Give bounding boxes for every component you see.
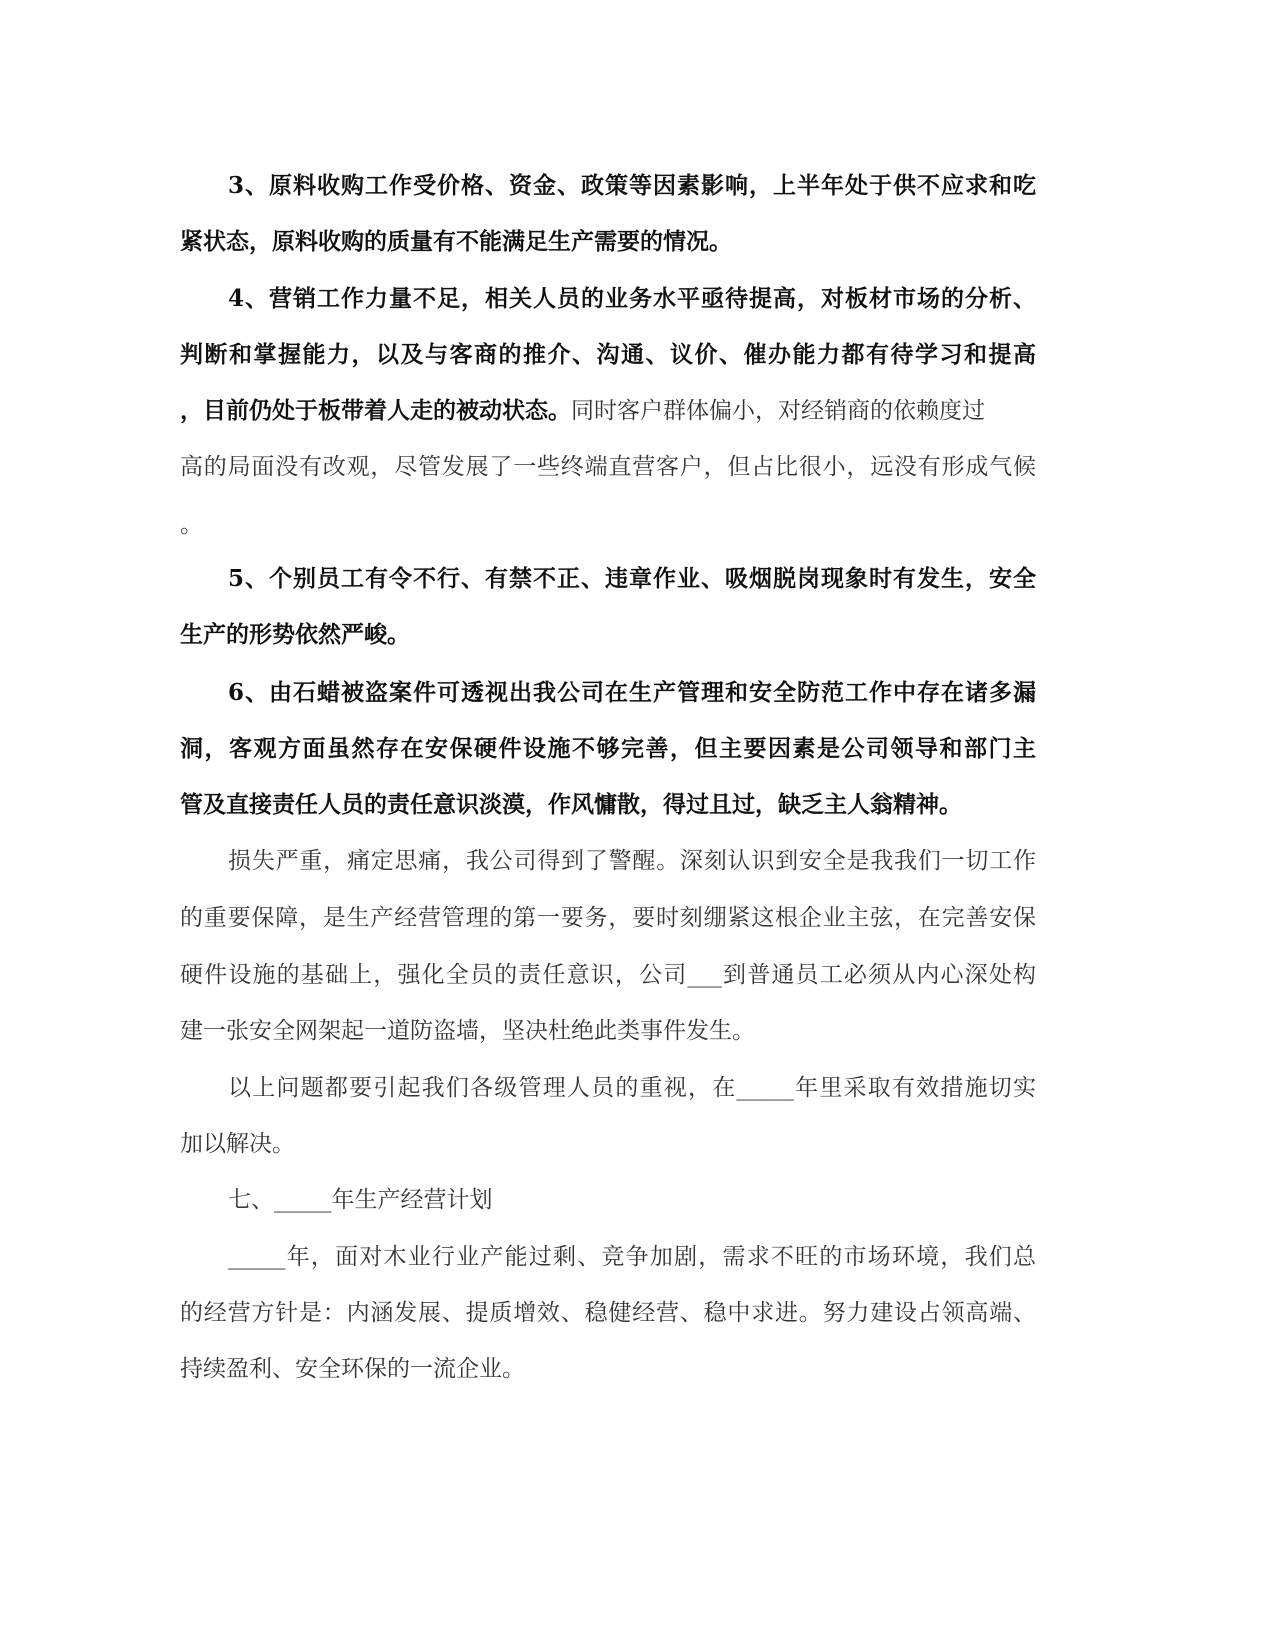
body-text: 持续盈利、安全环保的一流企业。 — [180, 1356, 525, 1382]
body-text: 同时客户群体偏小，对经销商的依赖度过 — [571, 398, 985, 424]
text-line — [228, 1185, 1036, 1215]
text-line — [180, 340, 1036, 370]
text-line — [180, 396, 1036, 426]
body-text: 以上问题都要引起我们各级管理人员的重视，在_____年里采取有效措施切实 — [228, 1075, 1036, 1101]
text-line — [228, 846, 1036, 876]
text-line — [180, 790, 1036, 820]
text-line — [180, 1016, 1036, 1046]
bold-text: 3、原料收购工作受价格、资金、政策等因素影响，上半年处于供不应求和吃 — [228, 172, 1036, 199]
bold-text: 生产的形势依然严峻。 — [180, 621, 410, 648]
text-line — [180, 960, 1036, 990]
text-line — [180, 1354, 1036, 1384]
body-text: 的重要保障，是生产经营管理的第一要务，要时刻绷紧这根企业主弦，在完善安保 — [180, 905, 1036, 931]
bold-text: 5、个别员工有令不行、有禁不正、违章作业、吸烟脱岗现象时有发生，安全 — [228, 565, 1036, 592]
body-text: _____年，面对木业行业产能过剩、竞争加剧，需求不旺的市场环境，我们总 — [228, 1244, 1036, 1270]
text-line — [228, 284, 1036, 314]
text-line — [228, 678, 1036, 708]
body-text: 加以解决。 — [180, 1131, 295, 1157]
body-text: 。 — [180, 512, 203, 538]
text-line — [180, 227, 1036, 257]
bold-text: 洞，客观方面虽然存在安保硬件设施不够完善，但主要因素是公司领导和部门主 — [180, 735, 1036, 762]
text-line — [228, 564, 1036, 594]
bold-text: ，目前仍处于板带着人走的被动状态。 — [180, 397, 571, 424]
text-line — [180, 903, 1036, 933]
body-text: 七、_____年生产经营计划 — [228, 1187, 493, 1213]
bold-text: 管及直接责任人员的责任意识淡漠，作风慵散，得过且过，缺乏主人翁精神。 — [180, 791, 962, 818]
text-line — [180, 734, 1036, 764]
text-line — [180, 452, 1036, 482]
body-text: 建一张安全网架起一道防盗墙，坚决杜绝此类事件发生。 — [180, 1018, 755, 1044]
text-line — [228, 1242, 1036, 1272]
body-text: 硬件设施的基础上，强化全员的责任意识，公司___到普通员工必须从内心深处构 — [180, 962, 1036, 988]
bold-text: 判断和掌握能力，以及与客商的推介、沟通、议价、催办能力都有待学习和提高 — [180, 341, 1036, 368]
text-line — [180, 1298, 1036, 1328]
body-text: 的经营方针是：内涵发展、提质增效、稳健经营、稳中求进。努力建设占领高端、 — [180, 1300, 1036, 1326]
bold-text: 紧状态，原料收购的质量有不能满足生产需要的情况。 — [180, 228, 732, 255]
bold-text: 4、营销工作力量不足，相关人员的业务水平亟待提高，对板材市场的分析、 — [228, 285, 1036, 312]
body-text: 损失严重，痛定思痛，我公司得到了警醒。深刻认识到安全是我我们一切工作 — [228, 848, 1036, 874]
text-line — [180, 620, 1036, 650]
text-line — [180, 1129, 1036, 1159]
bold-text: 6、由石蜡被盗案件可透视出我公司在生产管理和安全防范工作中存在诸多漏 — [228, 679, 1036, 706]
body-text: 高的局面没有改观，尽管发展了一些终端直营客户，但占比很小，远没有形成气候 — [180, 454, 1036, 480]
text-line — [180, 510, 1036, 540]
text-line — [228, 171, 1036, 201]
text-line — [228, 1073, 1036, 1103]
